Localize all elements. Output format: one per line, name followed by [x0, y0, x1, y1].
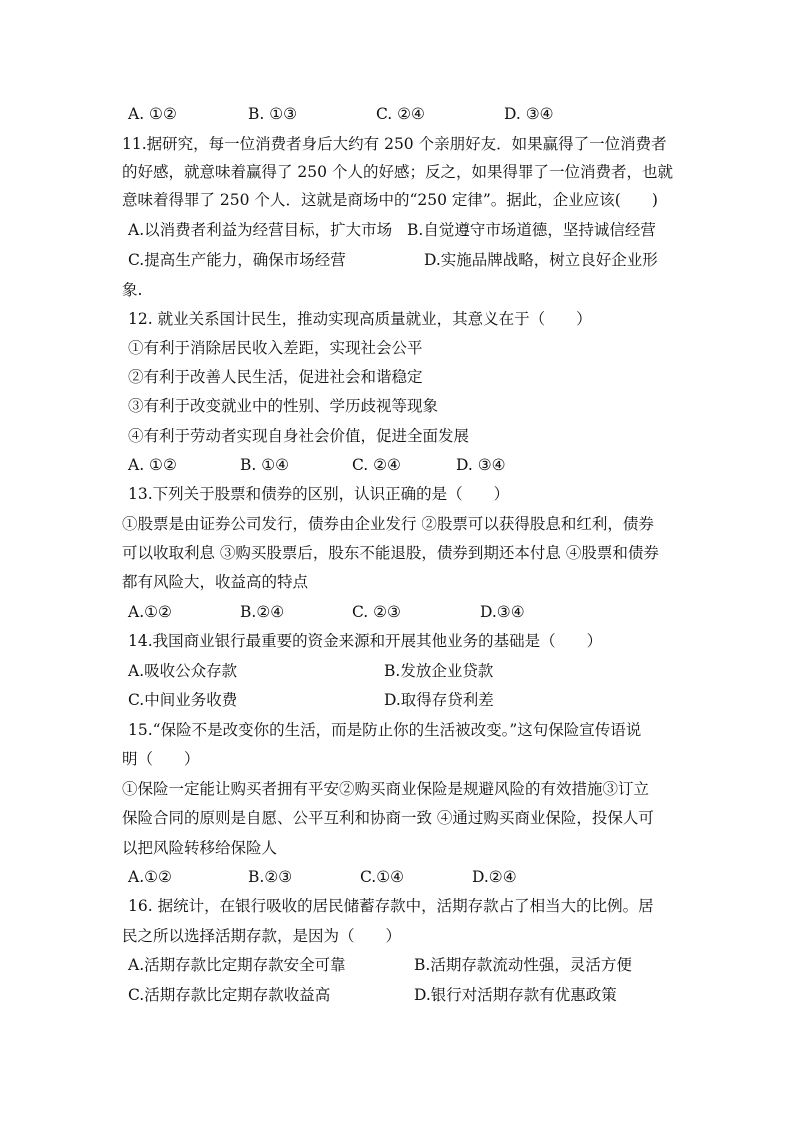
question-15-statements: 以把风险转移给保险人 — [122, 839, 278, 857]
question-16-text: 民之所以选择活期存款，是因为（ ） — [122, 927, 402, 945]
option-d: D.实施品牌战略，树立良好企业形 — [424, 251, 658, 269]
option-c: C. ②③ — [352, 603, 401, 621]
question-13-statements: 都有风险大，收益高的特点 — [122, 573, 309, 591]
option-c: C.中间业务收费 — [128, 691, 238, 709]
question-11-text: 的好感，就意味着赢得了 250 个人的好感；反之，如果得罪了一位消费者，也就 — [122, 163, 673, 181]
option-d: D. ③④ — [456, 456, 506, 474]
option-d: D. ③④ — [504, 105, 554, 123]
option-c: C.活期存款比定期存款收益高 — [128, 986, 331, 1004]
option-a: A.①② — [128, 603, 172, 621]
option-d: D.取得存贷利差 — [384, 691, 494, 709]
option-b: B. ①③ — [248, 105, 298, 123]
option-a: A. ①② — [128, 105, 177, 123]
question-11-text: 意味着得罪了 250 个人．这就是商场中的“250 定律”。据此，企业应该( ) — [122, 191, 658, 209]
question-14-stem: 14.我国商业银行最重要的资金来源和开展其他业务的基础是（ ） — [128, 632, 603, 650]
statement-3: ③有利于改变就业中的性别、学历歧视等现象 — [128, 397, 439, 415]
option-a: A.活期存款比定期存款安全可靠 — [128, 956, 346, 974]
question-13-stem: 13.下列关于股票和债券的区别，认识正确的是（ ） — [128, 485, 510, 503]
question-11-text: 11.据研究，每一位消费者身后大约有 250 个亲朋好友．如果赢得了一位消费者 — [122, 135, 667, 153]
question-13-statements: ①股票是由证券公司发行，债券由企业发行 ②股票可以获得股息和红利，债券 — [122, 515, 654, 533]
question-13-statements: 可以收取利息 ③购买股票后，股东不能退股，债券到期还本付息 ④股票和债券 — [122, 544, 659, 562]
option-c: C.提高生产能力，确保市场经营 — [128, 251, 346, 269]
option-d: D.银行对活期存款有优惠政策 — [414, 986, 617, 1004]
option-b: B.②③ — [248, 868, 293, 886]
option-d: D.③④ — [480, 603, 525, 621]
question-12-stem: 12. 就业关系国计民生，推动实现高质量就业，其意义在于（ ） — [128, 310, 592, 328]
statement-1: ①有利于消除居民收入差距，实现社会公平 — [128, 339, 423, 357]
question-15-statements: ①保险一定能让购买者拥有平安②购买商业保险是规避风险的有效措施③订立 — [122, 780, 650, 798]
option-b: B.活期存款流动性强，灵活方便 — [414, 956, 632, 974]
option-b: B.发放企业贷款 — [384, 662, 494, 680]
option-b: B. ①④ — [240, 456, 290, 474]
question-15-text: 明（ ） — [122, 750, 200, 768]
option-b: B.自觉遵守市场道德，坚持诚信经营 — [407, 221, 656, 239]
option-c: C. ②④ — [352, 456, 401, 474]
option-a: A.以消费者利益为经营目标，扩大市场 — [128, 221, 393, 239]
option-d-continuation: 象. — [122, 281, 143, 299]
option-d: D.②④ — [472, 868, 517, 886]
statement-4: ④有利于劳动者实现自身社会价值，促进全面发展 — [128, 427, 470, 445]
option-a: A.吸收公众存款 — [128, 662, 238, 680]
option-c: C. ②④ — [376, 105, 425, 123]
option-a: A.①② — [128, 868, 172, 886]
statement-2: ②有利于改善人民生活，促进社会和谐稳定 — [128, 368, 423, 386]
question-15-statements: 保险合同的原则是自愿、公平互利和协商一致 ④通过购买商业保险，投保人可 — [122, 809, 654, 827]
option-c: C.①④ — [360, 868, 405, 886]
question-15-text: 15.“保险不是改变你的生活，而是防止你的生活被改变。”这句保险宣传语说 — [128, 721, 642, 739]
question-16-text: 16. 据统计，在银行吸收的居民储蓄存款中，活期存款占了相当大的比例。居 — [128, 897, 654, 915]
option-a: A. ①② — [128, 456, 177, 474]
option-b: B.②④ — [240, 603, 285, 621]
